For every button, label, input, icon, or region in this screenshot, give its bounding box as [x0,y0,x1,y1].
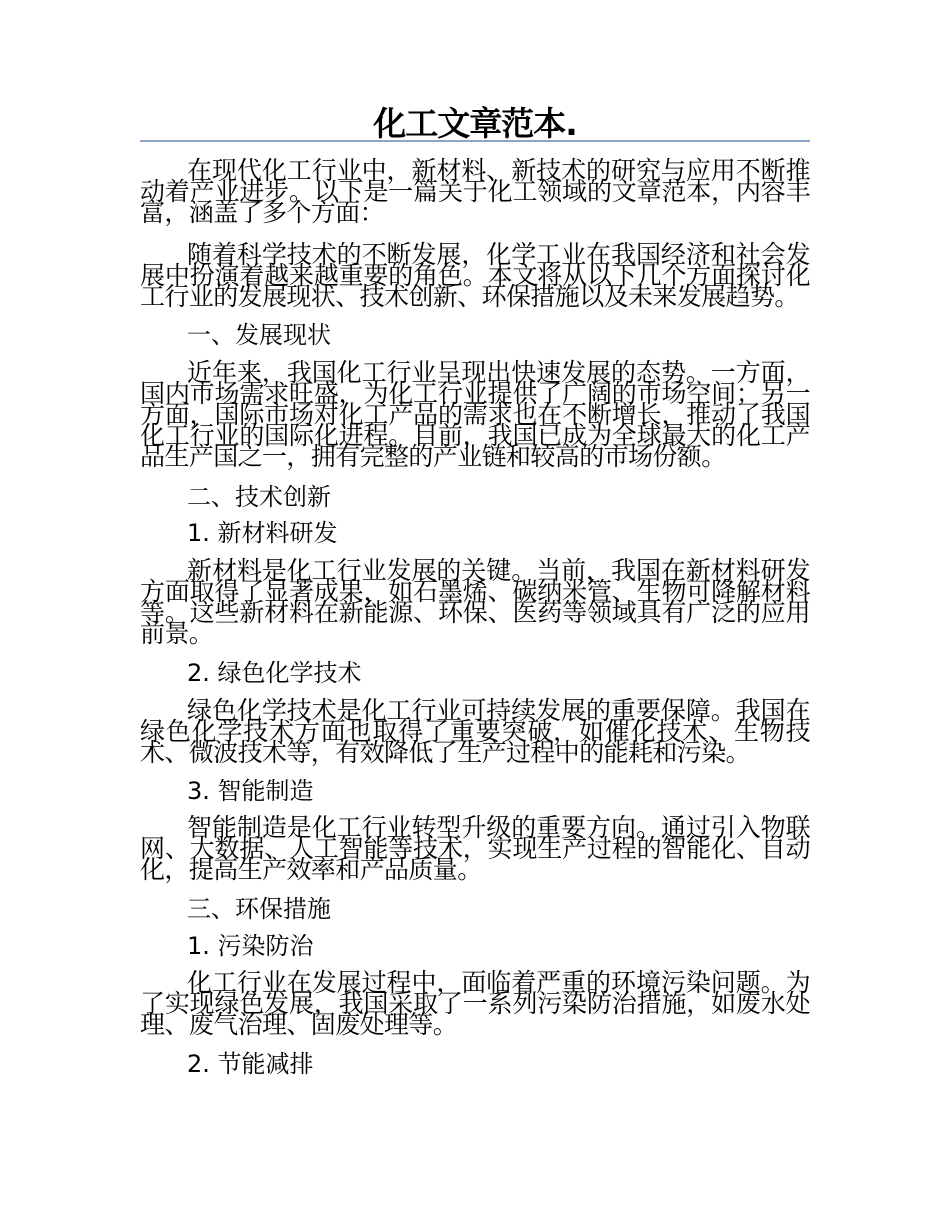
paragraph-smart-manufacturing: 智能制造是化工行业转型升级的重要方向。通过引入物联网、大数据、人工智能等技术，实现生产过程的智能化、自动化，提高生产效率和产品质量。 [140,813,810,884]
section-heading-development-status: 一、发展现状 [187,321,331,349]
subheading-green-chemistry: 2. 绿色化学技术 [187,659,362,687]
paragraph-pollution-control: 化工行业在发展过程中，面临着严重的环境污染问题。为了实现绿色发展，我国采取了一系列污染防治措施，如废水处理、废气治理、固废处理等。 [140,968,810,1039]
section-heading-technical-innovation: 二、技术创新 [187,483,331,511]
document-title: 化工文章范本. [373,104,577,143]
title-underline [140,140,810,142]
paragraph-overview: 随着科学技术的不断发展，化学工业在我国经济和社会发展中扮演着越来越重要的角色。本文将从以下几个方面探讨化工行业的发展现状、技术创新、环保措施以及未来发展趋势。 [140,240,810,311]
subheading-smart-manufacturing: 3. 智能制造 [187,777,314,805]
subheading-new-materials: 1. 新材料研发 [187,519,338,547]
section-heading-environmental-measures: 三、环保措施 [187,895,331,923]
paragraph-intro: 在现代化工行业中，新材料、新技术的研究与应用不断推动着产业进步。以下是一篇关于化工领域的文章范本，内容丰富，涵盖了多个方面： [140,156,810,227]
subheading-energy-saving: 2. 节能减排 [187,1050,314,1078]
paragraph-development-status: 近年来，我国化工行业呈现出快速发展的态势。一方面，国内市场需求旺盛，为化工行业提供了广阔的市场空间；另一方面，国际市场对化工产品的需求也在不断增长，推动了我国化工行业的国际化进程。目前，我国已成为全球最大的化工产品生产国之一，拥有完整的产业链和较高的市场份额。 [140,358,810,471]
paragraph-new-materials: 新材料是化工行业发展的关键。当前，我国在新材料研发方面取得了显著成果，如石墨烯、碳纳米管、生物可降解材料等。这些新材料在新能源、环保、医药等领域具有广泛的应用前景。 [140,556,810,648]
subheading-pollution-control: 1. 污染防治 [187,932,314,960]
paragraph-green-chemistry: 绿色化学技术是化工行业可持续发展的重要保障。我国在绿色化学技术方面也取得了重要突破，如催化技术、生物技术、微波技术等，有效降低了生产过程中的能耗和污染。 [140,696,810,767]
